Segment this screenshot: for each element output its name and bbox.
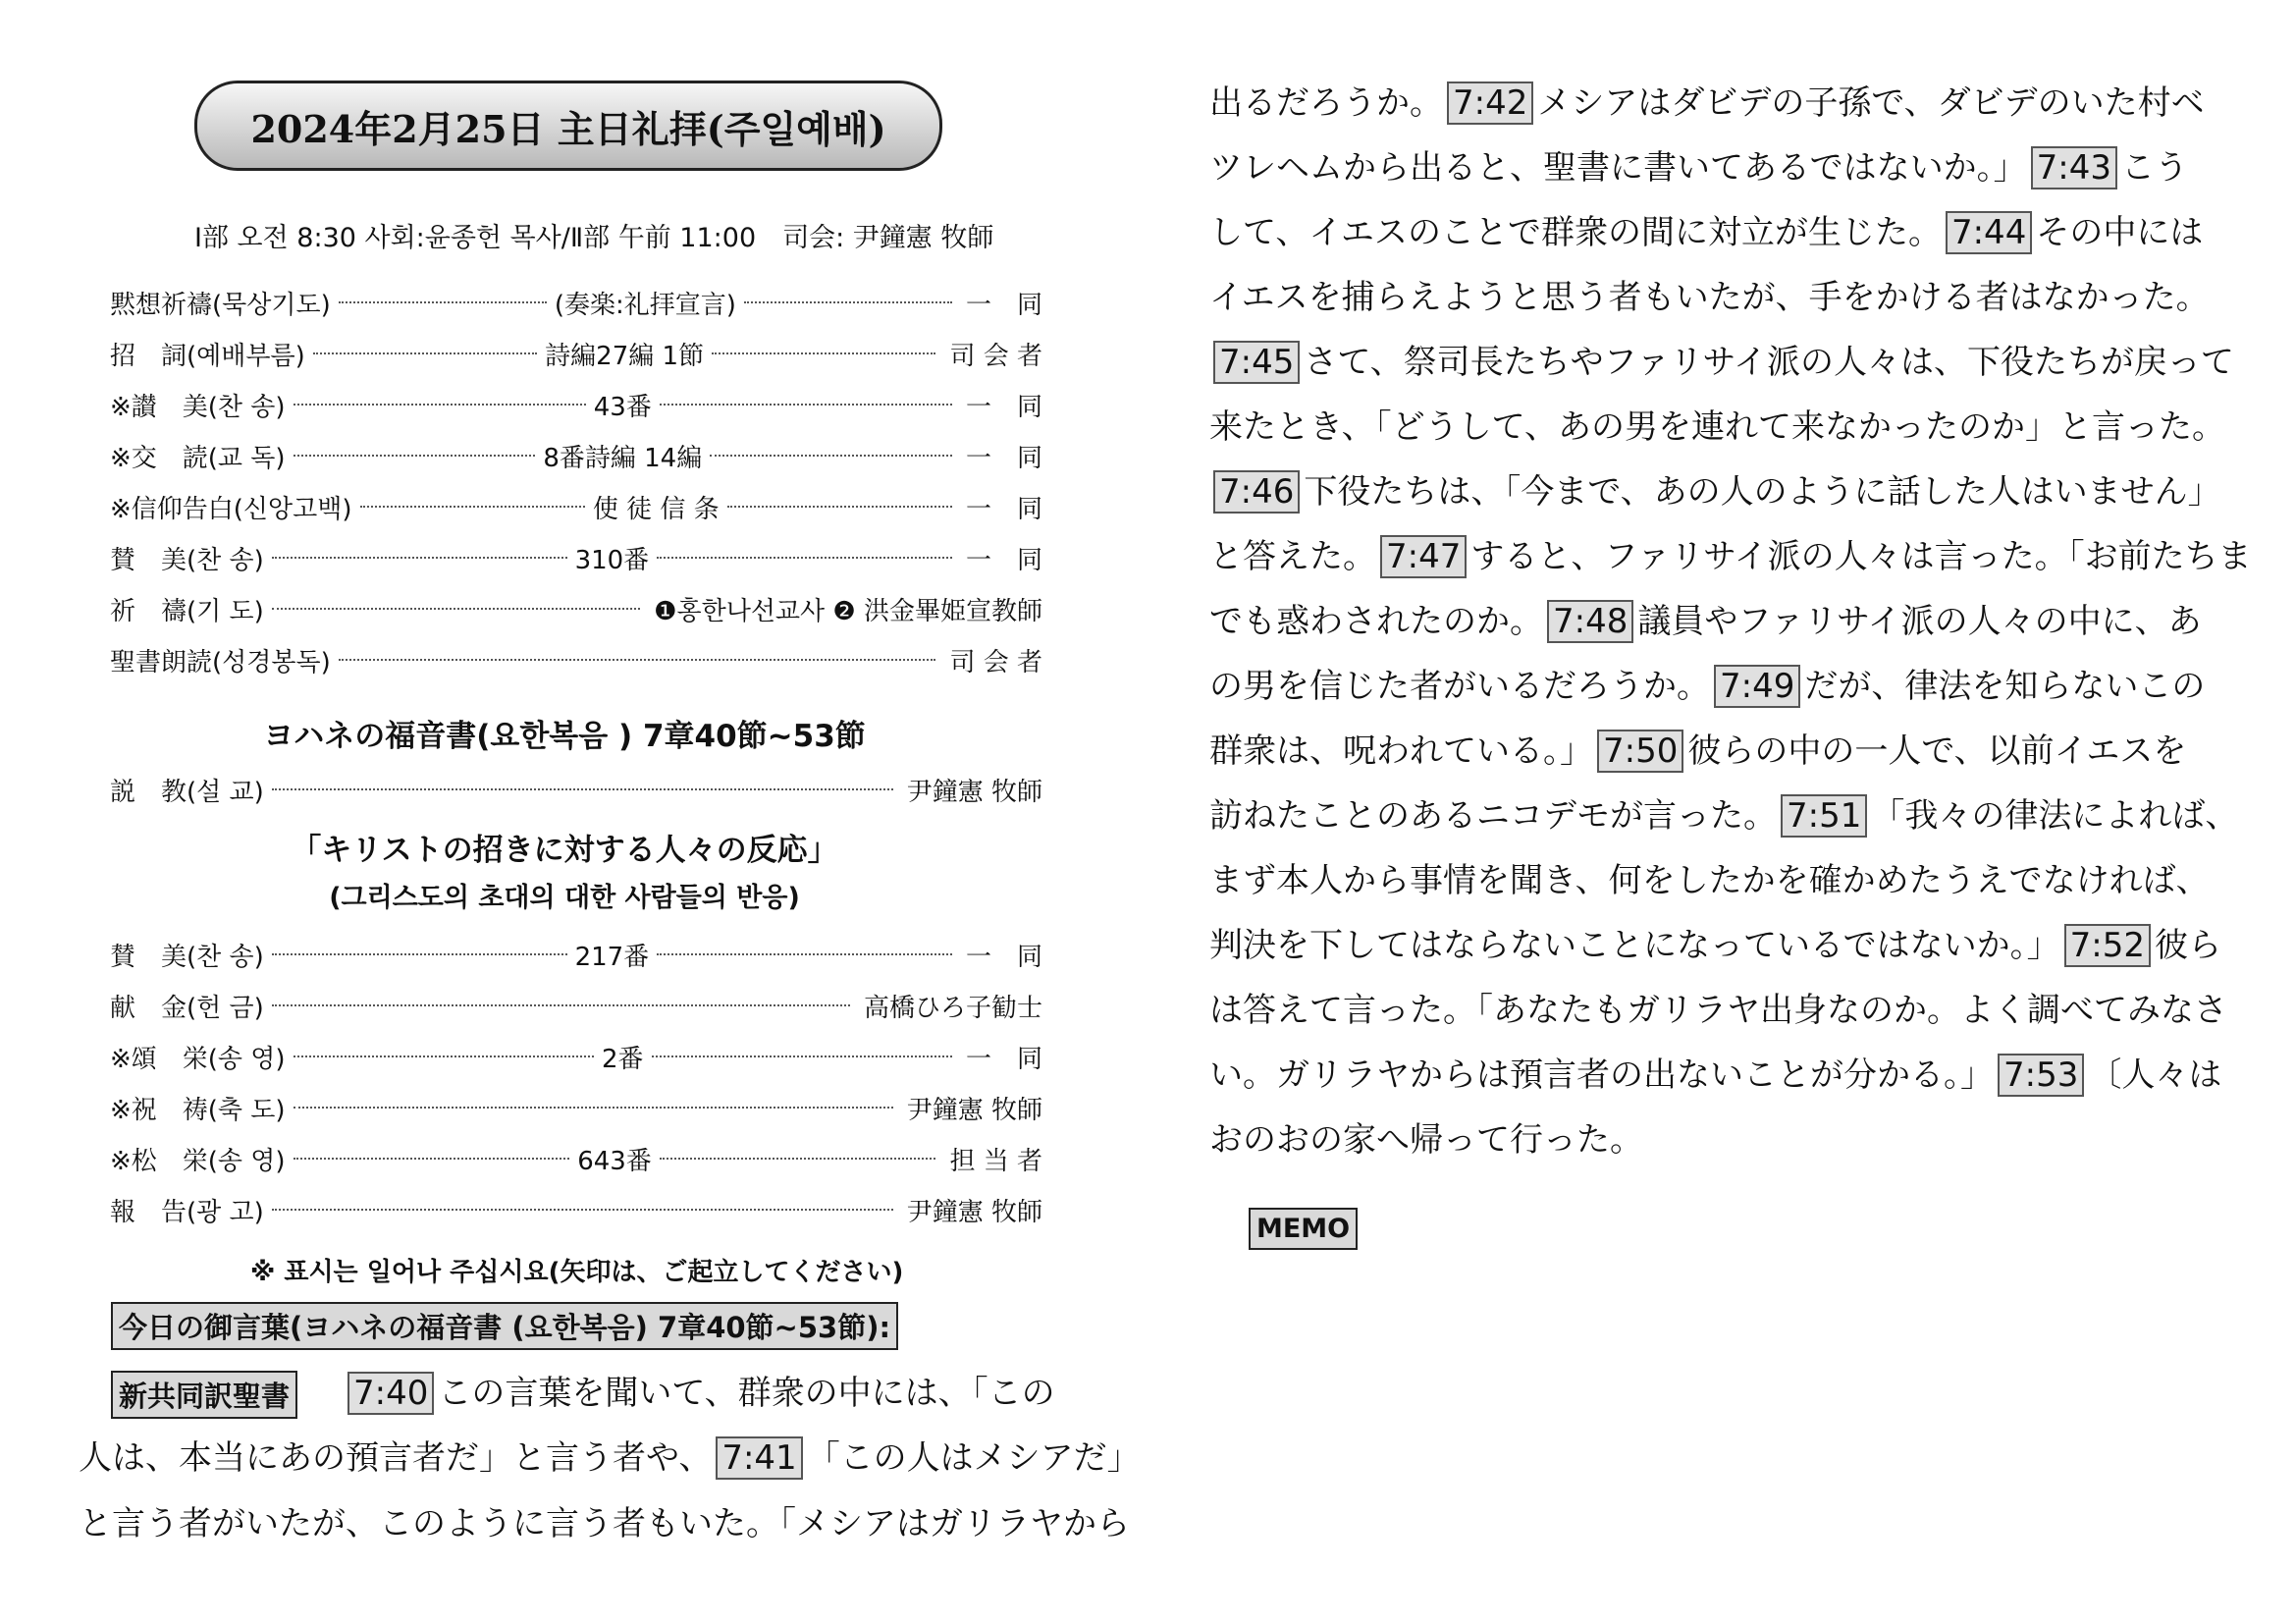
order-row: ※讃 美(찬 송) 43番 一 同 xyxy=(110,392,1042,422)
order-row: ※頌 栄(송 영) 2番 一 同 xyxy=(110,1044,1043,1074)
scripture-line: の男を信じた者がいるだろうか。 7:49 だが、律法を知らないこの xyxy=(1209,667,2206,706)
order-row: 招 詞(예배부름) 詩編27編 1節 司 会 者 xyxy=(110,341,1043,371)
scripture-line: おのおの家へ帰って行った。 xyxy=(1209,1120,1643,1160)
sermon-title: 「キリストの招きに対する人々の反応」 xyxy=(291,833,838,868)
verse-line-3: と言う者がいたが、このように言う者もいた。「メシアはガリラヤから xyxy=(79,1504,1130,1543)
verse-number: 7:49 xyxy=(1714,665,1800,708)
verse-number: 7:52 xyxy=(2064,924,2151,967)
scripture-line: 訪ねたことのあるニコデモが言った。 7:51 「我々の律法によれば、 xyxy=(1209,796,2239,836)
order-row: 献 金(헌 금) 高橋ひろ子勧士 xyxy=(110,993,1042,1023)
today-word-label: 今日の御言葉(ヨハネの福音書 (요한복음) 7章40節~53節): xyxy=(111,1302,898,1350)
scripture-line: まず本人から事情を聞き、何をしたかを確かめたうえでなければ、 xyxy=(1209,861,2210,900)
order-row: 賛 美(찬 송) 217番 一 同 xyxy=(110,942,1043,972)
verse-number: 7:47 xyxy=(1380,535,1467,578)
verse-line-2: 人は、本当にあの預言者だ」と言う者や、 7:41 「この人はメシアだ」 xyxy=(79,1438,1141,1478)
scripture-line: 7:46 下役たちは、「今まで、あの人のように話した人はいません」 xyxy=(1209,460,2221,525)
scripture-line: ツレヘムから出ると、聖書に書いてあるではないか。」 7:43 こう xyxy=(1209,148,2189,188)
scripture-line: と答えた。 7:47 すると、ファリサイ派の人々は言った。「お前たちま xyxy=(1209,537,2252,576)
scripture-line: 出るだろうか。 7:42 メシアはダビデの子孫で、ダビデのいた村ベ xyxy=(1209,83,2205,123)
verse-number: 7:46 xyxy=(1213,470,1300,514)
verse-number: 7:44 xyxy=(1946,211,2032,254)
scripture-line: して、イエスのことで群衆の間に対立が生じた。 7:44 その中には xyxy=(1209,213,2204,252)
order-row: 祈 禱(기 도) ❶홍한나선교사 ❷ 洪金畢姫宣教師 xyxy=(110,596,1042,626)
memo-label: MEMO xyxy=(1249,1208,1358,1250)
scripture-line: は答えて言った。「あなたもガリラヤ出身なのか。よく調べてみなさ xyxy=(1209,991,2227,1030)
scripture-line: 7:45 さて、祭司長たちやファリサイ派の人々は、下役たちが戻って xyxy=(1209,330,2234,396)
order-row: ※祝 祷(축 도) 尹鐘憲 牧師 xyxy=(110,1095,1042,1125)
verse-line-1: 7:40 この言葉を聞いて、群衆の中には、「この xyxy=(344,1361,1055,1427)
order-row: 聖書朗読(성경봉독) 司 会 者 xyxy=(110,647,1042,677)
scripture-line: い。ガリラヤからは預言者の出ないことが分かる。」 7:53 〔人々は xyxy=(1209,1056,2222,1095)
scripture-line: イエスを捕らえようと思う者もいたが、手をかける者はなかった。 xyxy=(1209,278,2210,317)
order-row: ※松 栄(송 영) 643番 担 当 者 xyxy=(110,1146,1042,1176)
verse-number: 7:50 xyxy=(1597,730,1683,773)
sermon-row: 説 教(설 교) 尹鐘憲 牧師 xyxy=(110,777,1042,807)
scripture-line: 群衆は、呪われている。」 7:50 彼らの中の一人で、以前イエスを xyxy=(1209,731,2187,771)
verse-number: 7:51 xyxy=(1781,794,1867,838)
order-row: 黙想祈禱(묵상기도) (奏楽:礼拝宣言) 一 同 xyxy=(110,290,1042,320)
scripture-reference: ヨハネの福音書(요한복음 ) 7章40節~53節 xyxy=(263,719,866,754)
bible-version-label: 新共同訳聖書 xyxy=(111,1371,297,1419)
verse-number: 7:43 xyxy=(2031,146,2117,189)
verse-number: 7:48 xyxy=(1547,600,1633,643)
order-row: ※信仰告白(신앙고백) 使 徒 信 条 一 同 xyxy=(110,494,1043,524)
sermon-title-korean: (그리스도의 초대의 대한 사람들의 반응) xyxy=(329,883,800,913)
verse-number: 7:45 xyxy=(1213,341,1300,384)
order-row: ※交 読(교 독) 8番詩編 14編 一 同 xyxy=(110,443,1042,473)
scripture-line: 判決を下してはならないことになっているではないか。」 7:52 彼ら xyxy=(1209,926,2222,965)
verse-number: 7:53 xyxy=(1998,1054,2084,1097)
scripture-line: でも惑わされたのか。 7:48 議員やファリサイ派の人々の中に、あ xyxy=(1209,602,2202,641)
page-title: 2024年2月25日 主日礼拝(주일예배) xyxy=(194,81,942,171)
standing-note: ※ 표시는 일어나 주십시요(矢印は、ご起立してください) xyxy=(250,1258,904,1287)
verse-number: 7:42 xyxy=(1447,81,1533,125)
order-row: 報 告(광 고) 尹鐘憲 牧師 xyxy=(110,1197,1042,1227)
order-row: 賛 美(찬 송) 310番 一 同 xyxy=(110,545,1043,575)
scripture-line: 来たとき、「どうして、あの男を連れて来なかったのか」と言った。 xyxy=(1209,407,2225,447)
service-times: Ⅰ部 오전 8:30 사회:윤종헌 목사/Ⅱ部 午前 11:00 司会: 尹鐘憲 牧師 xyxy=(194,223,994,253)
